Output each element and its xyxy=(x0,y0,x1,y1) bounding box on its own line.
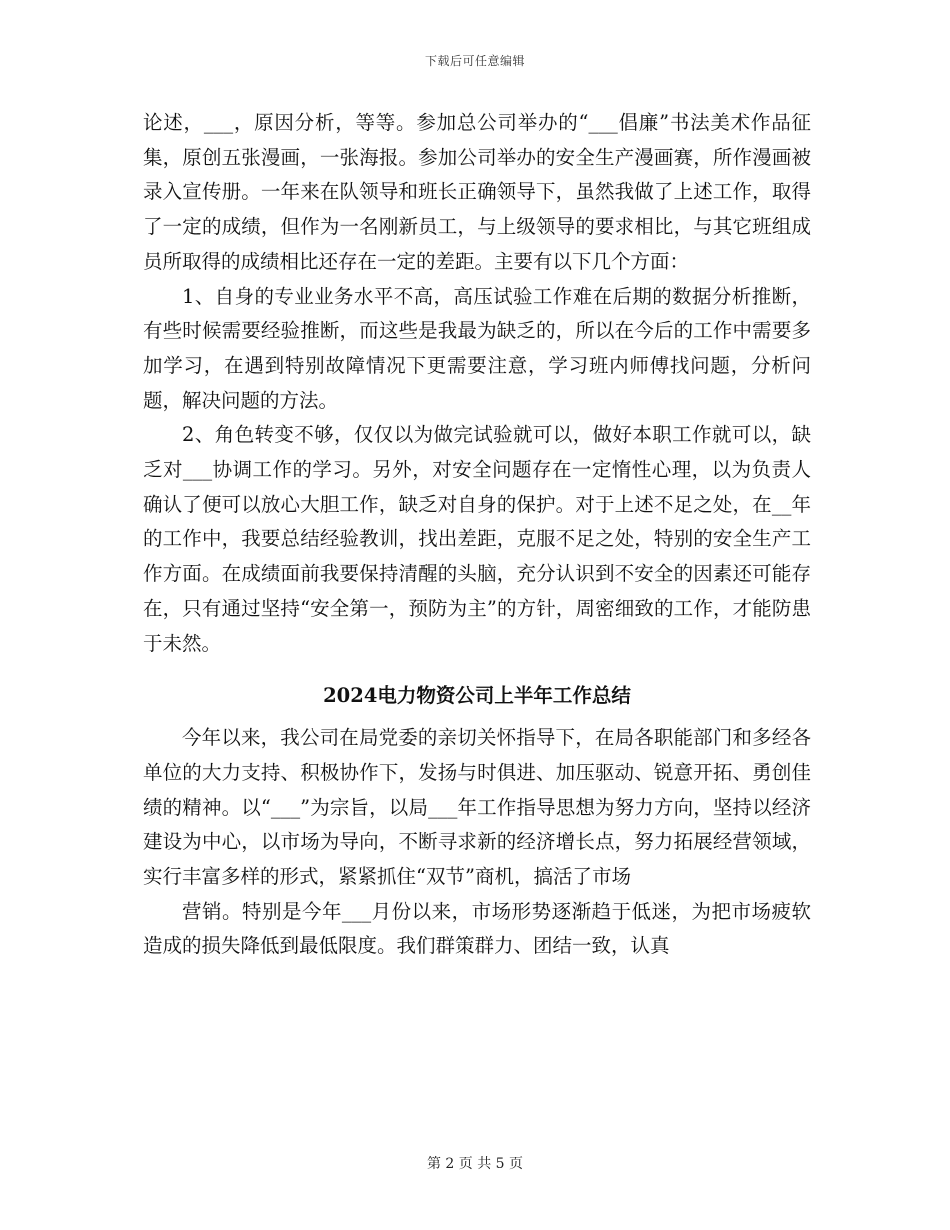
section-title: 2024电力物资公司上半年工作总结 xyxy=(323,684,631,708)
page-header: 下载后可任意编辑 xyxy=(424,54,525,68)
paragraph-continuation: 论述，___，原因分析，等等。参加总公司举办的“___倡廉”书法美术作品征集，原创五张漫画，一张海报。参加公司举办的安全生产漫画赛，所作漫画被录入宣传册。一年来在队领导和班长正确领导下，虽然我做了上述工作，取得了一定的成绩，但作为一名刚新员工，与上级领导的要求相比，与其它班组成员所取得的成绩相比还存在一定的差距。主要有以下几个方面： xyxy=(143,111,811,273)
paragraph-point-2: 2、角色转变不够，仅仅以为做完试验就可以，做好本职工作就可以，缺乏对___协调工作的学习。另外，对安全问题存在一定惰性心理，以为负责人确认了便可以放心大胆工作，缺乏对自身的保护。对于上述不足之处，在__年的工作中，我要总结经验教训，找出差距，克服不足之处，特别的安全生产工作方面。在成绩面前我要保持清醒的头脑，充分认识到不安全的因素还可能存在，只有通过坚持“安全第一，预防为主”的方针，周密细致的工作，才能防患于未然。 xyxy=(143,423,811,655)
paragraph-point-1: 1、自身的专业业务水平不高，高压试验工作难在后期的数据分析推断，有些时候需要经验推断，而这些是我最为缺乏的，所以在今后的工作中需要多加学习，在遇到特别故障情况下更需要注意，学习班内师傅找问题，分析问题，解决问题的方法。 xyxy=(143,284,811,412)
paragraph-marketing: 营销。特别是今年___月份以来，市场形势逐渐趋于低迷，为把市场疲软造成的损失降低到最低限度。我们群策群力、团结一致，认真 xyxy=(143,899,811,958)
paragraph-intro: 今年以来，我公司在局党委的亲切关怀指导下，在局各职能部门和多经各单位的大力支持、积极协作下，发扬与时俱进、加压驱动、锐意开拓、勇创佳绩的精神。以“___”为宗旨，以局___年工作指导思想为努力方向，坚持以经济建设为中心，以市场为导向，不断寻求新的经济增长点，努力拓展经营领域，实行丰富多样的形式，紧紧抓住“双节”商机，搞活了市场 xyxy=(143,726,811,889)
document-body xyxy=(143,106,811,964)
page-number: 第 2 页 共 5 页 xyxy=(426,1156,524,1172)
